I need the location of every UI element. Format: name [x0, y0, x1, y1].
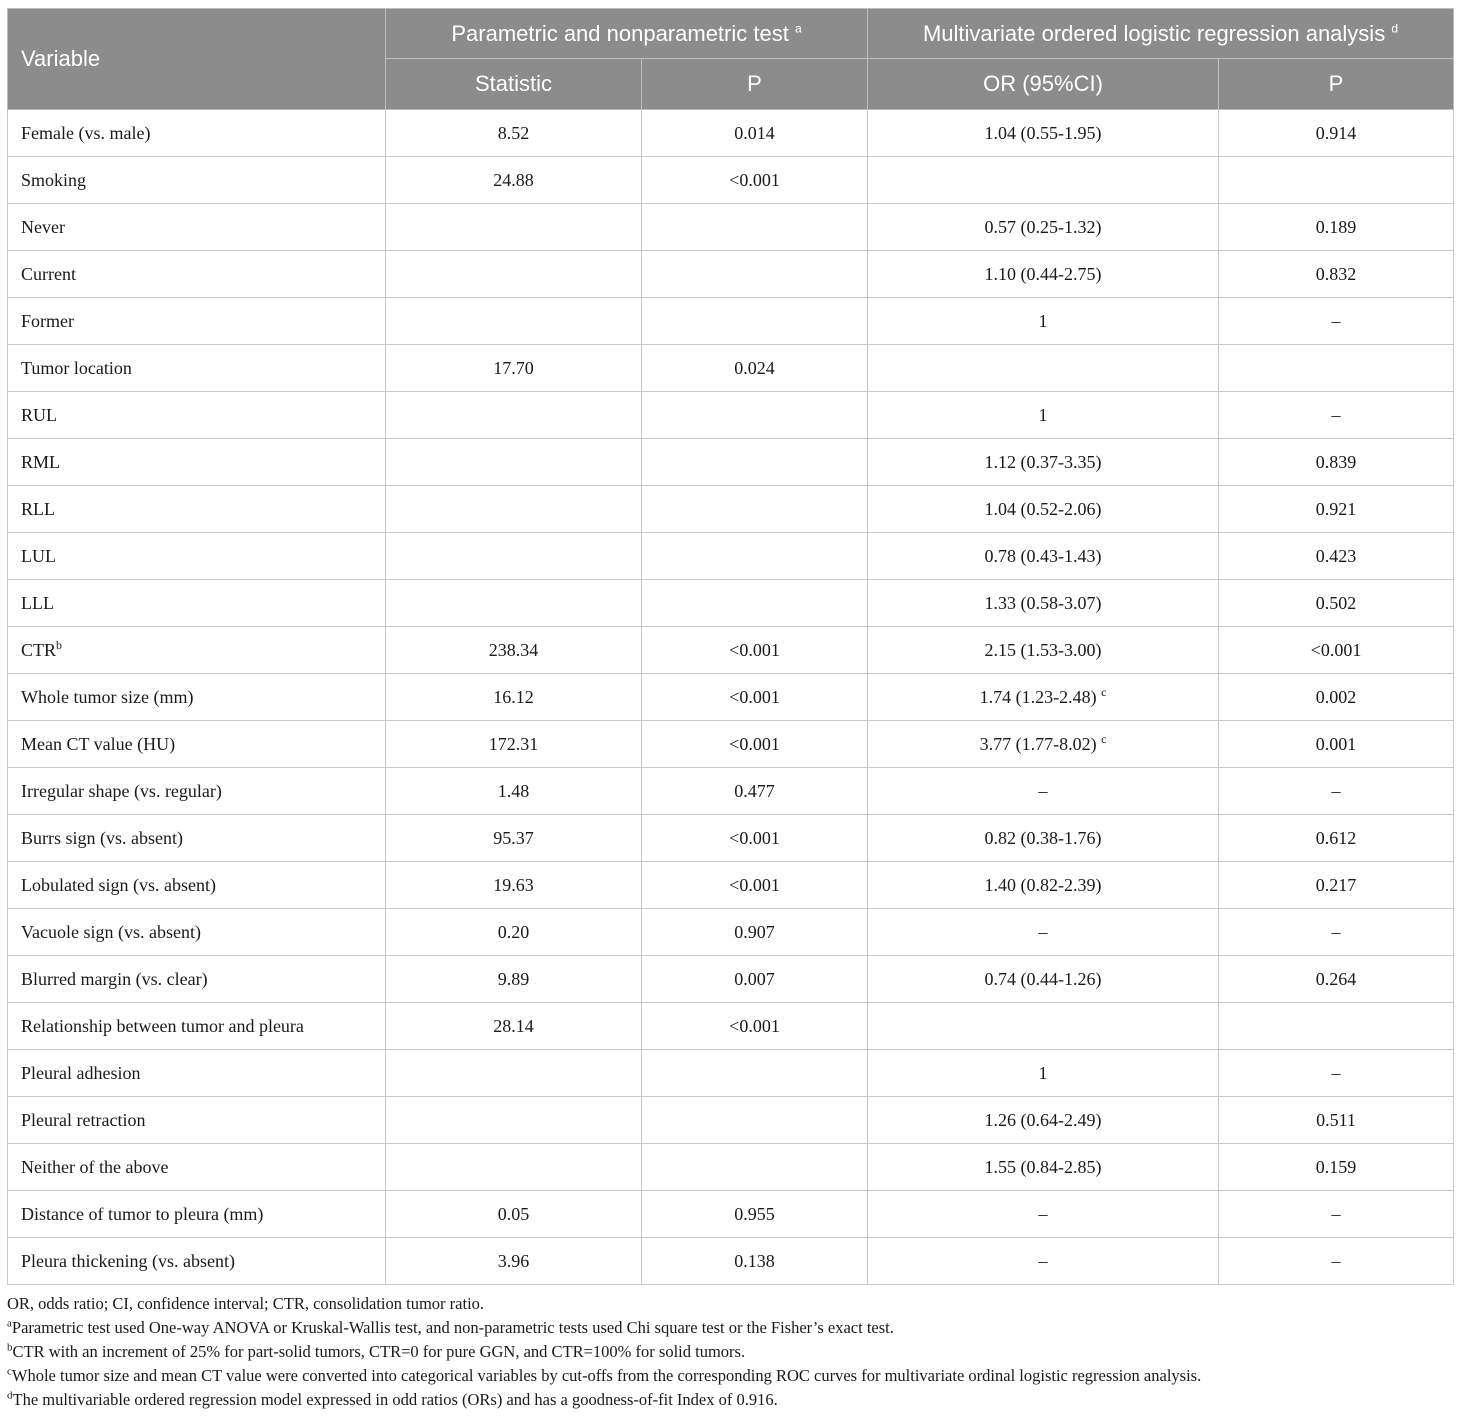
cell-or: 1.26 (0.64-2.49)	[868, 1097, 1219, 1144]
cell-variable: Smoking	[8, 157, 386, 204]
cell-variable: RLL	[8, 486, 386, 533]
cell-p-parametric: <0.001	[642, 721, 868, 768]
cell-p-multivariate: 0.159	[1219, 1144, 1454, 1191]
cell-or: 1.10 (0.44-2.75)	[868, 251, 1219, 298]
cell-p-multivariate: –	[1219, 768, 1454, 815]
cell-variable: Whole tumor size (mm)	[8, 674, 386, 721]
cell-or: 1.12 (0.37-3.35)	[868, 439, 1219, 486]
cell-variable: Former	[8, 298, 386, 345]
footnote: $^a$Parametric test used One-way ANOVA or Kruskal-Wallis test, and non-parametric tests used Chi square test or the Fisher’s exact test.	[7, 1317, 894, 1337]
cell-variable: CTR$^b$	[8, 627, 386, 674]
cell-p-parametric: 0.014	[642, 110, 868, 157]
cell-p-multivariate: 0.423	[1219, 533, 1454, 580]
cell-p-parametric: 0.007	[642, 956, 868, 1003]
table-body	[8, 110, 1454, 1285]
table-row	[8, 251, 1454, 298]
cell-statistic: 17.70	[386, 345, 642, 392]
cell-statistic: 0.05	[386, 1191, 642, 1238]
cell-or: 3.77 (1.77-8.02) $^c$	[868, 721, 1219, 768]
table-row	[8, 627, 1454, 674]
cell-or: 0.74 (0.44-1.26)	[868, 956, 1219, 1003]
cell-or: –	[868, 909, 1219, 956]
cell-or: 1.33 (0.58-3.07)	[868, 580, 1219, 627]
footnote: $^c$Whole tumor size and mean CT value were converted into categorical variables by cut-offs from the corresponding ROC curves for multivariate ordinal logistic regression analysis.	[7, 1365, 1202, 1385]
cell-statistic	[386, 439, 642, 486]
cell-variable: Vacuole sign (vs. absent)	[8, 909, 386, 956]
cell-or: 1.74 (1.23-2.48) $^c$	[868, 674, 1219, 721]
cell-p-parametric	[642, 439, 868, 486]
header-group-parametric: Parametric and nonparametric test $^a$	[386, 9, 868, 59]
cell-or: 1.04 (0.52-2.06)	[868, 486, 1219, 533]
cell-p-multivariate: –	[1219, 909, 1454, 956]
cell-p-multivariate: 0.914	[1219, 110, 1454, 157]
cell-variable: Pleura thickening (vs. absent)	[8, 1238, 386, 1285]
table-row	[8, 1191, 1454, 1238]
cell-or	[868, 1003, 1219, 1050]
table-row	[8, 1050, 1454, 1097]
cell-p-parametric: <0.001	[642, 1003, 868, 1050]
cell-variable: Never	[8, 204, 386, 251]
cell-variable: LLL	[8, 580, 386, 627]
table-row	[8, 956, 1454, 1003]
cell-variable: LUL	[8, 533, 386, 580]
cell-variable: Irregular shape (vs. regular)	[8, 768, 386, 815]
cell-p-multivariate	[1219, 345, 1454, 392]
cell-variable: Distance of tumor to pleura (mm)	[8, 1191, 386, 1238]
cell-statistic	[386, 486, 642, 533]
cell-or: 0.57 (0.25-1.32)	[868, 204, 1219, 251]
cell-p-parametric	[642, 204, 868, 251]
cell-p-multivariate: 0.002	[1219, 674, 1454, 721]
cell-p-multivariate: –	[1219, 1238, 1454, 1285]
cell-or: 1	[868, 1050, 1219, 1097]
cell-p-parametric: 0.477	[642, 768, 868, 815]
cell-p-parametric	[642, 251, 868, 298]
table-row	[8, 204, 1454, 251]
cell-p-multivariate	[1219, 1003, 1454, 1050]
cell-p-multivariate: 0.217	[1219, 862, 1454, 909]
cell-p-parametric	[642, 298, 868, 345]
table-row	[8, 392, 1454, 439]
cell-variable: RML	[8, 439, 386, 486]
cell-or: 1.04 (0.55-1.95)	[868, 110, 1219, 157]
cell-p-multivariate: 0.839	[1219, 439, 1454, 486]
cell-p-multivariate: 0.189	[1219, 204, 1454, 251]
cell-p-parametric: <0.001	[642, 157, 868, 204]
cell-p-multivariate: 0.832	[1219, 251, 1454, 298]
cell-statistic	[386, 580, 642, 627]
cell-variable: RUL	[8, 392, 386, 439]
cell-p-parametric	[642, 1050, 868, 1097]
cell-variable: Relationship between tumor and pleura	[8, 1003, 386, 1050]
footnotes	[7, 1293, 1447, 1413]
cell-or: 1	[868, 298, 1219, 345]
cell-statistic: 172.31	[386, 721, 642, 768]
cell-statistic: 3.96	[386, 1238, 642, 1285]
cell-or	[868, 157, 1219, 204]
cell-statistic: 238.34	[386, 627, 642, 674]
cell-p-parametric: <0.001	[642, 627, 868, 674]
cell-p-parametric	[642, 533, 868, 580]
table-row	[8, 1003, 1454, 1050]
table-row	[8, 1238, 1454, 1285]
cell-or: –	[868, 768, 1219, 815]
cell-p-parametric: <0.001	[642, 674, 868, 721]
cell-p-parametric	[642, 1097, 868, 1144]
table-row	[8, 862, 1454, 909]
cell-p-multivariate: <0.001	[1219, 627, 1454, 674]
cell-or: 1	[868, 392, 1219, 439]
cell-statistic: 16.12	[386, 674, 642, 721]
table-row	[8, 1097, 1454, 1144]
cell-variable: Pleural retraction	[8, 1097, 386, 1144]
cell-statistic	[386, 1097, 642, 1144]
cell-p-multivariate: 0.264	[1219, 956, 1454, 1003]
cell-statistic	[386, 204, 642, 251]
cell-statistic	[386, 533, 642, 580]
cell-variable: Blurred margin (vs. clear)	[8, 956, 386, 1003]
header-statistic: Statistic	[386, 59, 642, 110]
cell-statistic: 24.88	[386, 157, 642, 204]
cell-variable: Neither of the above	[8, 1144, 386, 1191]
cell-p-multivariate: 0.612	[1219, 815, 1454, 862]
cell-variable: Pleural adhesion	[8, 1050, 386, 1097]
cell-p-parametric: 0.955	[642, 1191, 868, 1238]
cell-statistic: 19.63	[386, 862, 642, 909]
cell-or: 2.15 (1.53-3.00)	[868, 627, 1219, 674]
table-row	[8, 815, 1454, 862]
cell-p-multivariate	[1219, 157, 1454, 204]
table-row	[8, 768, 1454, 815]
cell-or	[868, 345, 1219, 392]
table-row	[8, 298, 1454, 345]
cell-p-multivariate: 0.511	[1219, 1097, 1454, 1144]
cell-statistic: 9.89	[386, 956, 642, 1003]
cell-p-multivariate: –	[1219, 298, 1454, 345]
table-row	[8, 580, 1454, 627]
cell-or: –	[868, 1238, 1219, 1285]
cell-variable: Burrs sign (vs. absent)	[8, 815, 386, 862]
table-row	[8, 674, 1454, 721]
cell-p-multivariate: 0.921	[1219, 486, 1454, 533]
cell-statistic: 28.14	[386, 1003, 642, 1050]
cell-p-multivariate: 0.502	[1219, 580, 1454, 627]
cell-p-parametric	[642, 392, 868, 439]
cell-statistic	[386, 298, 642, 345]
table-row	[8, 721, 1454, 768]
cell-or: 1.55 (0.84-2.85)	[868, 1144, 1219, 1191]
header-p-parametric: P	[642, 59, 868, 110]
cell-statistic: 8.52	[386, 110, 642, 157]
cell-statistic	[386, 1144, 642, 1191]
cell-p-multivariate: –	[1219, 392, 1454, 439]
cell-p-parametric: 0.024	[642, 345, 868, 392]
cell-p-multivariate: –	[1219, 1050, 1454, 1097]
cell-p-parametric	[642, 580, 868, 627]
cell-or: –	[868, 1191, 1219, 1238]
cell-p-parametric: <0.001	[642, 862, 868, 909]
table-row	[8, 909, 1454, 956]
cell-or: 0.78 (0.43-1.43)	[868, 533, 1219, 580]
footnote: $^d$The multivariable ordered regression model expressed in odd ratios (ORs) and has a goodness-of-fit Index of 0.916.	[7, 1389, 778, 1409]
table-row	[8, 533, 1454, 580]
header-variable: Variable	[8, 9, 386, 110]
cell-variable: Tumor location	[8, 345, 386, 392]
cell-statistic: 1.48	[386, 768, 642, 815]
cell-p-parametric	[642, 1144, 868, 1191]
cell-variable: Current	[8, 251, 386, 298]
cell-p-parametric: 0.907	[642, 909, 868, 956]
cell-statistic	[386, 251, 642, 298]
cell-variable: Mean CT value (HU)	[8, 721, 386, 768]
cell-variable: Female (vs. male)	[8, 110, 386, 157]
footnote: OR, odds ratio; CI, confidence interval; CTR, consolidation tumor ratio.	[7, 1294, 485, 1313]
cell-or: 0.82 (0.38-1.76)	[868, 815, 1219, 862]
table-row	[8, 439, 1454, 486]
results-table	[7, 8, 1454, 1285]
header-group-multivariate: Multivariate ordered logistic regression analysis $^d$	[868, 9, 1454, 59]
table-container	[7, 8, 1453, 1285]
table-row	[8, 1144, 1454, 1191]
cell-p-parametric: <0.001	[642, 815, 868, 862]
cell-p-multivariate: –	[1219, 1191, 1454, 1238]
cell-p-parametric	[642, 486, 868, 533]
cell-statistic	[386, 392, 642, 439]
table-row	[8, 345, 1454, 392]
table-row	[8, 486, 1454, 533]
table-header	[8, 9, 1454, 110]
header-p-multivariate: P	[1219, 59, 1454, 110]
table-row	[8, 110, 1454, 157]
cell-variable: Lobulated sign (vs. absent)	[8, 862, 386, 909]
cell-p-multivariate: 0.001	[1219, 721, 1454, 768]
cell-statistic: 95.37	[386, 815, 642, 862]
cell-statistic	[386, 1050, 642, 1097]
header-or: OR (95%CI)	[868, 59, 1219, 110]
cell-statistic: 0.20	[386, 909, 642, 956]
footnote: $^b$CTR with an increment of 25% for part-solid tumors, CTR=0 for pure GGN, and CTR=100% for solid tumors.	[7, 1341, 746, 1361]
cell-p-parametric: 0.138	[642, 1238, 868, 1285]
table-row	[8, 157, 1454, 204]
cell-or: 1.40 (0.82-2.39)	[868, 862, 1219, 909]
